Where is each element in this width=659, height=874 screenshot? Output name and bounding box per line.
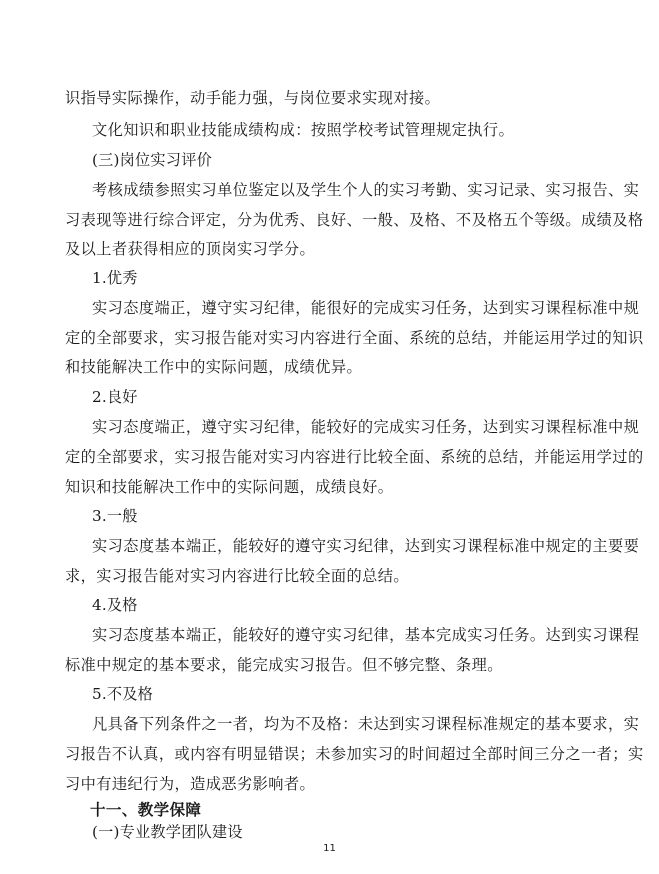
paragraph-line: 考核成绩参照实习单位鉴定以及学生个人的实习考勤、实习记录、实习报告、实 (92, 181, 640, 199)
section-heading-teaching-team: (一)专业教学团队建设 (92, 823, 243, 841)
paragraph-line: 识指导实际操作，动手能力强，与岗位要求实现对接。 (65, 89, 441, 107)
paragraph-line: 知识和技能解决工作中的实际问题，成绩良好。 (65, 478, 394, 496)
paragraph-line: 凡具备下列条件之一者，均为不及格：未达到实习课程标准规定的基本要求，实 (92, 715, 640, 733)
paragraph-line: 实习态度基本端正，能较好的遵守实习纪律，基本完成实习任务。达到实习课程 (92, 626, 640, 644)
grade-heading-average: 3.一般 (92, 507, 138, 525)
grade-heading-good: 2.良好 (92, 388, 138, 406)
section-heading-internship-evaluation: (三)岗位实习评价 (92, 151, 212, 169)
paragraph-line: 实习态度基本端正，能较好的遵守实习纪律，达到实习课程标准中规定的主要要 (92, 537, 640, 555)
grade-heading-pass: 4.及格 (92, 596, 138, 614)
page-number: 11 (323, 843, 336, 854)
paragraph-line: 文化知识和职业技能成绩构成：按照学校考试管理规定执行。 (92, 121, 515, 139)
paragraph-line: 习表现等进行综合评定，分为优秀、良好、一般、及格、不及格五个等级。成绩及格 (65, 211, 644, 229)
paragraph-line: 及以上者获得相应的顶岗实习学分。 (65, 240, 316, 258)
paragraph-line: 习中有违纪行为，造成恶劣影响者。 (65, 775, 316, 793)
paragraph-line: 定的全部要求，实习报告能对实习内容进行比较全面、系统的总结，并能运用学过的 (65, 448, 644, 466)
paragraph-line: 定的全部要求，实习报告能对实习内容进行全面、系统的总结，并能运用学过的知识 (65, 329, 644, 347)
chapter-heading-teaching-support: 十一、教学保障 (90, 801, 202, 819)
grade-heading-excellent: 1.优秀 (92, 269, 138, 287)
paragraph-line: 标准中规定的基本要求，能完成实习报告。但不够完整、条理。 (65, 656, 503, 674)
paragraph-line: 求，实习报告能对实习内容进行比较全面的总结。 (65, 567, 410, 585)
paragraph-line: 习报告不认真，或内容有明显错误；未参加实习的时间超过全部时间三分之一者；实 (65, 745, 644, 763)
paragraph-line: 和技能解决工作中的实际问题，成绩优异。 (65, 358, 363, 376)
paragraph-line: 实习态度端正，遵守实习纪律，能较好的完成实习任务，达到实习课程标准中规 (92, 418, 640, 436)
grade-heading-fail: 5.不及格 (92, 685, 154, 703)
paragraph-line: 实习态度端正，遵守实习纪律，能很好的完成实习任务，达到实习课程标准中规 (92, 299, 640, 317)
